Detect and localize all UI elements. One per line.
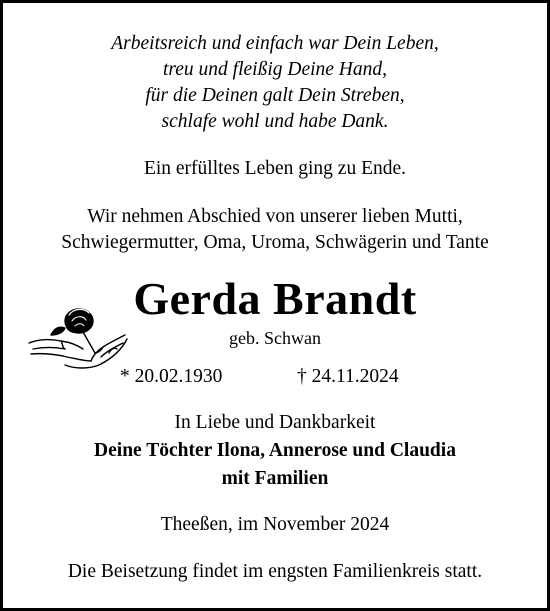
mourners-line-1: Deine Töchter Ilona, Annerose und Claudia (94, 440, 456, 461)
death-date: † 24.11.2024 (297, 366, 399, 387)
poem-line-3: für die Deinen galt Dein Streben, (145, 85, 405, 106)
poem-line-1: Arbeitsreich und einfach war Dein Leben, (111, 33, 439, 54)
birth-date: * 20.02.1930 (120, 366, 223, 387)
maiden-name: geb. Schwan (229, 328, 321, 348)
funeral-note: Die Beisetzung findet im engsten Familienkreis statt. (67, 561, 483, 582)
mourners-intro: In Liebe und Dankbarkeit (174, 412, 376, 433)
intro-text: Ein erfülltes Leben ging zu Ende. (143, 158, 407, 179)
life-dates (3, 365, 547, 391)
farewell-line-1: Wir nehmen Abschied von unserer lieben Mutti, (87, 206, 463, 227)
poem-line-4: schlafe wohl und habe Dank. (161, 111, 389, 132)
poem-line-2: treu und fleißig Deine Hand, (162, 59, 388, 80)
place-date: Theeßen, im November 2024 (160, 514, 390, 535)
mourners-line-2: mit Familien (221, 468, 329, 489)
deceased-name: Gerda Brandt (133, 273, 417, 324)
farewell-line-2: Schwiegermutter, Oma, Uroma, Schwägerin und Tante (61, 232, 489, 253)
